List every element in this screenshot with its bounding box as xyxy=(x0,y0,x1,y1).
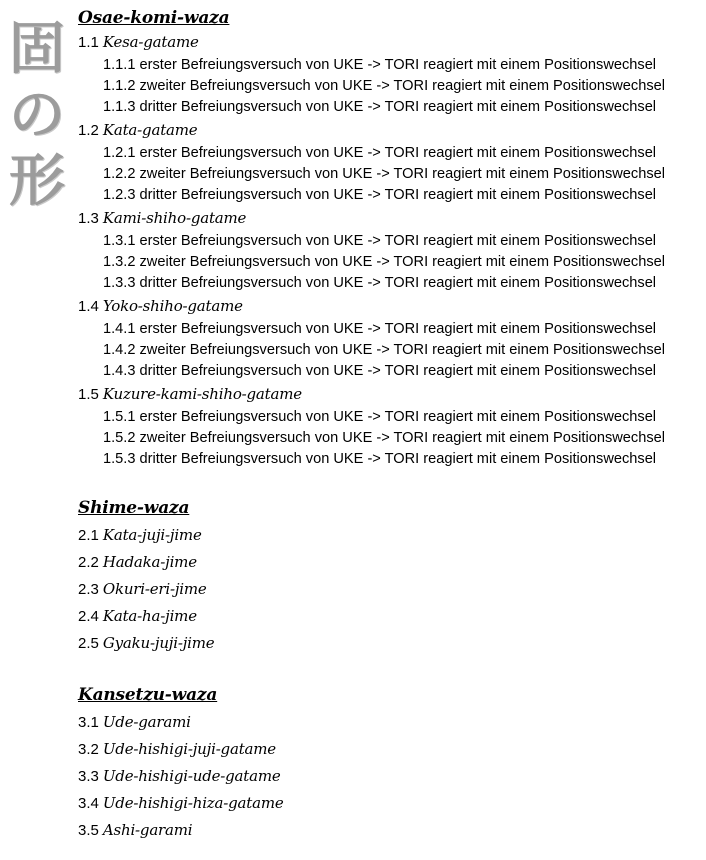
technique-name: Ude-hishigi-hiza-gatame xyxy=(102,794,284,812)
list-item: 1.1.1 erster Befreiungsversuch von UKE -> TORI reagiert mit einem Positionswechsel xyxy=(103,57,657,73)
technique-name: Ude-hishigi-ude-gatame xyxy=(102,767,281,785)
technique-entry xyxy=(78,549,698,576)
technique-name: Kata-gatame xyxy=(102,121,198,139)
technique-number: 1.4 xyxy=(78,298,99,315)
list-item: 1.1.2 zweiter Befreiungsversuch von UKE -> TORI reagiert mit einem Positionswechsel xyxy=(103,78,665,94)
technique-number: 2.2 xyxy=(78,554,99,571)
technique-heading xyxy=(78,206,698,230)
technique-name: Ashi-garami xyxy=(102,821,193,839)
list-item: 1.5.2 zweiter Befreiungsversuch von UKE -> TORI reagiert mit einem Positionswechsel xyxy=(103,430,665,446)
section-title: Kansetzu-waza xyxy=(78,685,218,705)
technique-number: 1.3 xyxy=(78,210,99,227)
technique-number: 1.1 xyxy=(78,34,99,51)
list-item: 1.5.1 erster Befreiungsversuch von UKE -> TORI reagiert mit einem Positionswechsel xyxy=(103,409,657,425)
technique-name: Kuzure-kami-shiho-gatame xyxy=(102,385,302,403)
technique-heading xyxy=(78,382,698,406)
technique-name: Okuri-eri-jime xyxy=(102,580,207,598)
technique-number: 1.2 xyxy=(78,122,99,139)
technique-number: 3.2 xyxy=(78,741,99,758)
list-item: 1.3.3 dritter Befreiungsversuch von UKE -> TORI reagiert mit einem Positionswechsel xyxy=(103,275,657,291)
technique-name: Kata-ha-jime xyxy=(102,607,197,625)
technique-entry xyxy=(78,603,698,630)
list-item: 1.3.2 zweiter Befreiungsversuch von UKE -> TORI reagiert mit einem Positionswechsel xyxy=(103,254,665,270)
technique-entry xyxy=(78,630,698,657)
technique-name: Ude-garami xyxy=(102,713,191,731)
section-title: Osae-komi-waza xyxy=(78,8,230,28)
technique-entry xyxy=(78,522,698,549)
technique-number: 2.5 xyxy=(78,635,99,652)
list-item: 1.3.1 erster Befreiungsversuch von UKE -> TORI reagiert mit einem Positionswechsel xyxy=(103,233,657,249)
list-item: 1.4.3 dritter Befreiungsversuch von UKE -> TORI reagiert mit einem Positionswechsel xyxy=(103,363,657,379)
list-item: 1.1.3 dritter Befreiungsversuch von UKE -> TORI reagiert mit einem Positionswechsel xyxy=(103,99,657,115)
document-body xyxy=(78,6,698,844)
technique-entry xyxy=(78,736,698,763)
section-title: Shime-waza xyxy=(78,498,190,518)
technique-name: Kata-juji-jime xyxy=(102,526,202,544)
technique-group xyxy=(78,206,698,294)
technique-number: 2.1 xyxy=(78,527,99,544)
technique-entry xyxy=(78,790,698,817)
technique-name: Gyaku-juji-jime xyxy=(102,634,215,652)
technique-group xyxy=(78,30,698,118)
technique-group xyxy=(78,294,698,382)
technique-number: 1.5 xyxy=(78,386,99,403)
technique-entry xyxy=(78,817,698,844)
technique-heading xyxy=(78,30,698,54)
technique-name: Ude-hishigi-juji-gatame xyxy=(102,740,276,758)
list-item: 1.2.1 erster Befreiungsversuch von UKE -> TORI reagiert mit einem Positionswechsel xyxy=(103,145,657,161)
kanji-logo xyxy=(6,16,68,214)
list-item: 1.5.3 dritter Befreiungsversuch von UKE -> TORI reagiert mit einem Positionswechsel xyxy=(103,451,657,467)
logo-char: の xyxy=(9,82,65,148)
technique-heading xyxy=(78,118,698,142)
technique-number: 3.4 xyxy=(78,795,99,812)
technique-name: Kesa-gatame xyxy=(102,33,199,51)
technique-number: 3.1 xyxy=(78,714,99,731)
logo-char: 形 xyxy=(9,148,65,214)
technique-heading xyxy=(78,294,698,318)
list-item: 1.4.2 zweiter Befreiungsversuch von UKE -> TORI reagiert mit einem Positionswechsel xyxy=(103,342,665,358)
technique-name: Kami-shiho-gatame xyxy=(102,209,247,227)
technique-number: 2.3 xyxy=(78,581,99,598)
technique-entry xyxy=(78,576,698,603)
technique-name: Hadaka-jime xyxy=(102,553,197,571)
technique-entry xyxy=(78,709,698,736)
technique-group xyxy=(78,382,698,470)
technique-number: 3.3 xyxy=(78,768,99,785)
technique-number: 3.5 xyxy=(78,822,99,839)
list-item: 1.2.3 dritter Befreiungsversuch von UKE -> TORI reagiert mit einem Positionswechsel xyxy=(103,187,657,203)
technique-name: Yoko-shiho-gatame xyxy=(102,297,243,315)
technique-entry xyxy=(78,763,698,790)
logo-char: 固 xyxy=(9,16,65,82)
list-item: 1.4.1 erster Befreiungsversuch von UKE -> TORI reagiert mit einem Positionswechsel xyxy=(103,321,657,337)
technique-number: 2.4 xyxy=(78,608,99,625)
list-item: 1.2.2 zweiter Befreiungsversuch von UKE -> TORI reagiert mit einem Positionswechsel xyxy=(103,166,665,182)
technique-group xyxy=(78,118,698,206)
